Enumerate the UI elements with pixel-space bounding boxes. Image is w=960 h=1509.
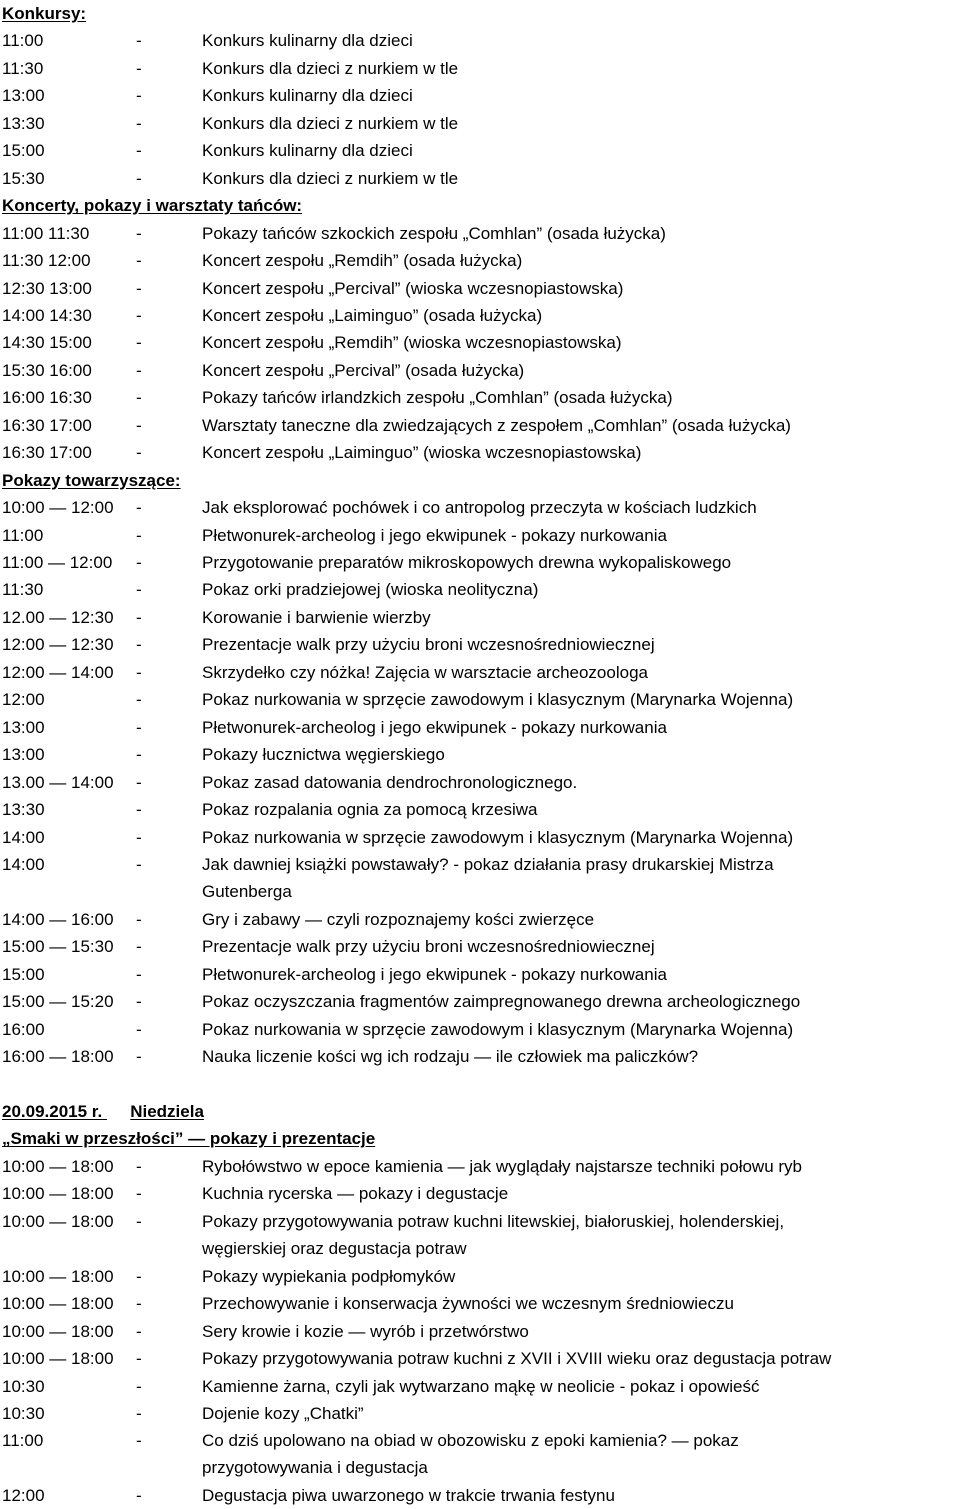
schedule-time: 13.00 — 14:00 (2, 772, 114, 792)
schedule-description: Konkurs dla dzieci z nurkiem w tle (202, 58, 459, 78)
schedule-description: Co dziś upolowano na obiad w obozowisku z epoki kamienia? — pokaz (202, 1431, 739, 1451)
schedule-dash: - (136, 800, 142, 820)
schedule-description-continued: przygotowywania i degustacja (202, 1458, 428, 1478)
schedule-row (0, 522, 960, 549)
schedule-row (0, 549, 960, 576)
schedule-dash: - (136, 553, 142, 572)
schedule-row (0, 137, 960, 164)
schedule-description: Koncert zespołu „Laiminguo” (wioska wczesnopiastowska) (202, 443, 642, 463)
schedule-dash: - (136, 305, 142, 325)
schedule-row (0, 1153, 960, 1180)
schedule-dash: - (136, 1294, 142, 1314)
schedule-time: 11:30 12:00 (2, 251, 91, 271)
schedule-description: Sery krowie i kozie — wyrób i przetwórstwo (202, 1321, 529, 1341)
schedule-row (0, 1400, 960, 1427)
schedule-time: 14:00 (2, 854, 45, 874)
schedule-row (0, 1043, 960, 1070)
schedule-description: Gry i zabawy — czyli rozpoznajemy kości zwierzęce (202, 909, 595, 929)
schedule-time: 15:30 (2, 168, 45, 188)
schedule-dash: - (136, 223, 142, 243)
schedule-row (0, 769, 960, 796)
schedule-dash: - (136, 1431, 142, 1451)
schedule-row (0, 329, 960, 356)
schedule-time: 15:00 (2, 141, 45, 161)
schedule-dash: - (136, 31, 142, 51)
schedule-dash: - (136, 498, 142, 518)
schedule-row (0, 1345, 960, 1372)
schedule-description: Pokaz zasad datowania dendrochronologicznego. (202, 772, 578, 792)
schedule-time: 13:30 (2, 113, 45, 133)
schedule-description: Pokazy tańców irlandzkich zespołu „Comhlan” (osada łużycka) (202, 388, 673, 408)
schedule-description-continued: węgierskiej oraz degustacja potraw (202, 1238, 467, 1258)
schedule-dash: - (136, 909, 142, 929)
schedule-time: 10:00 — 18:00 (2, 1349, 114, 1369)
schedule-time: 11:30 (2, 58, 44, 78)
schedule-description: Koncert zespołu „Percival” (osada łużycka) (202, 360, 525, 380)
schedule-description: Warsztaty taneczne dla zwiedzających z zespołem „Comhlan” (osada łużycka) (202, 415, 791, 435)
schedule-description: Rybołówstwo w epoce kamienia — jak wyglądały najstarsze techniki połowu ryb (202, 1156, 802, 1176)
schedule-dash: - (136, 607, 142, 627)
schedule-dash: - (136, 745, 142, 765)
schedule-dash: - (136, 827, 142, 847)
schedule-dash: - (136, 415, 142, 435)
schedule-row (0, 659, 960, 686)
section-heading: Konkursy: (2, 4, 87, 23)
schedule-row (0, 1482, 960, 1509)
schedule-description: Konkurs dla dzieci z nurkiem w tle (202, 168, 459, 188)
schedule-time: 15:00 (2, 964, 45, 984)
schedule-description: Dojenie kozy „Chatki” (202, 1403, 364, 1423)
schedule-description: Pokaz nurkowania w sprzęcie zawodowym i klasycznym (Marynarka Wojenna) (202, 827, 794, 847)
schedule-row (0, 604, 960, 631)
schedule-dash: - (136, 937, 142, 957)
schedule-row (0, 933, 960, 960)
section-heading: Pokazy towarzyszące: (2, 470, 181, 490)
schedule-row (0, 384, 960, 411)
schedule-dash: - (136, 1321, 142, 1341)
schedule-time: 10:00 — 18:00 (2, 1321, 114, 1341)
schedule-dash: - (136, 525, 142, 545)
schedule-row (0, 1016, 960, 1043)
schedule-time: 12.00 — 12:30 (2, 607, 114, 627)
schedule-row (0, 796, 960, 823)
schedule-row (0, 1427, 960, 1478)
schedule-dash: - (136, 58, 142, 78)
schedule-time: 13:00 (2, 86, 45, 106)
schedule-time: 16:00 (2, 1019, 45, 1039)
schedule-time: 12:00 (2, 1486, 45, 1506)
schedule-row (0, 302, 960, 329)
schedule-description: Pokazy przygotowywania potraw kuchni litewskiej, białoruskiej, holenderskiej, (202, 1211, 785, 1231)
schedule-description: Konkurs kulinarny dla dzieci (202, 31, 413, 51)
schedule-row (0, 165, 960, 192)
schedule-description: Prezentacje walk przy użyciu broni wczesnośredniowiecznej (202, 635, 655, 655)
schedule-row (0, 906, 960, 933)
day-date: 20.09.2015 r. (2, 1102, 103, 1121)
schedule-description: Konkurs kulinarny dla dzieci (202, 86, 413, 106)
schedule-row (0, 576, 960, 603)
schedule-dash: - (136, 1349, 142, 1369)
schedule-dash: - (136, 1156, 142, 1176)
schedule-time: 12:00 — 12:30 (2, 635, 114, 655)
section-heading: „Smaki w przeszłości” — pokazy i prezentacje (2, 1129, 376, 1149)
schedule-dash: - (136, 662, 142, 682)
schedule-time: 10:30 (2, 1376, 45, 1396)
schedule-description: Konkurs dla dzieci z nurkiem w tle (202, 113, 459, 133)
schedule-dash: - (136, 251, 142, 271)
schedule-description: Płetwonurek-archeolog i jego ekwipunek - pokazy nurkowania (202, 717, 667, 737)
schedule-time: 11:00 — 12:00 (2, 553, 113, 572)
schedule-time: 10:00 — 18:00 (2, 1211, 114, 1231)
schedule-dash: - (136, 580, 142, 600)
schedule-row (0, 110, 960, 137)
schedule-description: Kamienne żarna, czyli jak wytwarzano mąkę w neolicie - pokaz i opowieść (202, 1376, 760, 1396)
schedule-row (0, 412, 960, 439)
schedule-time: 14:30 15:00 (2, 333, 92, 353)
schedule-dash: - (136, 854, 142, 874)
schedule-description: Pokazy tańców szkockich zespołu „Comhlan” (osada łużycka) (202, 223, 666, 243)
schedule-dash: - (136, 1403, 142, 1423)
schedule-description: Pokaz nurkowania w sprzęcie zawodowym i klasycznym (Marynarka Wojenna) (202, 690, 794, 710)
schedule-row (0, 686, 960, 713)
schedule-dash: - (136, 388, 142, 408)
schedule-row (0, 714, 960, 741)
schedule-description: Pokaz nurkowania w sprzęcie zawodowym i klasycznym (Marynarka Wojenna) (202, 1019, 794, 1039)
schedule-description: Pokaz oczyszczania fragmentów zaimpregnowanego drewna archeologicznego (202, 992, 801, 1012)
schedule-time: 10:00 — 18:00 (2, 1294, 114, 1314)
schedule-dash: - (136, 992, 142, 1012)
schedule-description: Koncert zespołu „Percival” (wioska wczesnopiastowska) (202, 278, 624, 298)
schedule-row (0, 1373, 960, 1400)
schedule-time: 16:30 17:00 (2, 443, 92, 463)
schedule-time: 16:30 17:00 (2, 415, 92, 435)
schedule-dash: - (136, 168, 142, 188)
schedule-dash: - (136, 1376, 142, 1396)
schedule-description: Płetwonurek-archeolog i jego ekwipunek - pokazy nurkowania (202, 525, 667, 545)
schedule-row (0, 1180, 960, 1207)
schedule-time: 15:00 — 15:20 (2, 992, 114, 1012)
schedule-time: 14:00 14:30 (2, 305, 92, 325)
schedule-description: Korowanie i barwienie wierzby (202, 607, 431, 627)
schedule-time: 11:00 (2, 31, 44, 51)
schedule-dash: - (136, 1211, 142, 1231)
schedule-description-continued: Gutenberga (202, 881, 292, 901)
schedule-dash: - (136, 141, 142, 161)
schedule-description: Pokazy wypiekania podpłomyków (202, 1266, 456, 1286)
schedule-row (0, 27, 960, 54)
schedule-time: 11:00 11:30 (2, 223, 90, 243)
schedule-dash: - (136, 964, 142, 984)
schedule-time: 11:30 (2, 580, 44, 600)
schedule-dash: - (136, 360, 142, 380)
schedule-description: Płetwonurek-archeolog i jego ekwipunek - pokazy nurkowania (202, 964, 667, 984)
schedule-row (0, 1290, 960, 1317)
schedule-dash: - (136, 1019, 142, 1039)
day-name: Niedziela (130, 1102, 204, 1121)
schedule-row (0, 741, 960, 768)
schedule-time: 10:00 — 18:00 (2, 1184, 114, 1204)
section-heading: Koncerty, pokazy i warsztaty tańców: (2, 196, 303, 216)
schedule-time: 10:00 — 12:00 (2, 498, 114, 518)
schedule-description: Konkurs kulinarny dla dzieci (202, 141, 413, 161)
schedule-time: 11:00 (2, 1431, 44, 1451)
schedule-dash: - (136, 443, 142, 463)
schedule-row (0, 961, 960, 988)
schedule-dash: - (136, 278, 142, 298)
schedule-time: 10:30 (2, 1403, 45, 1423)
schedule-time: 15:00 — 15:30 (2, 937, 114, 957)
schedule-row (0, 220, 960, 247)
schedule-dash: - (136, 333, 142, 353)
schedule-row (0, 357, 960, 384)
schedule-description: Kuchnia rycerska — pokazy i degustacje (202, 1184, 509, 1204)
schedule-description: Skrzydełko czy nóżka! Zajęcia w warsztacie archeozoologa (202, 662, 648, 682)
schedule-description: Przechowywanie i konserwacja żywności we wczesnym średniowieczu (202, 1294, 734, 1314)
schedule-description: Degustacja piwa uwarzonego w trakcie trwania festynu (202, 1486, 615, 1506)
schedule-description: Jak dawniej książki powstawały? - pokaz działania prasy drukarskiej Mistrza (202, 854, 774, 874)
schedule-description: Pokazy przygotowywania potraw kuchni z XVII i XVIII wieku oraz degustacja potraw (202, 1349, 832, 1369)
schedule-time: 16:00 — 18:00 (2, 1047, 114, 1067)
schedule-description: Nauka liczenie kości wg ich rodzaju — ile człowiek ma paliczków? (202, 1047, 699, 1067)
schedule-row (0, 247, 960, 274)
schedule-dash: - (136, 86, 142, 106)
schedule-dash: - (136, 113, 142, 133)
schedule-description: Koncert zespołu „Laiminguo” (osada łużycka) (202, 305, 543, 325)
schedule-description: Prezentacje walk przy użyciu broni wczesnośredniowiecznej (202, 937, 655, 957)
schedule-description: Pokaz rozpalania ognia za pomocą krzesiwa (202, 800, 538, 820)
schedule-time: 12:00 (2, 690, 45, 710)
schedule-time: 14:00 — 16:00 (2, 909, 114, 929)
schedule-row (0, 988, 960, 1015)
schedule-time: 11:00 (2, 525, 44, 545)
schedule-description: Pokaz orki pradziejowej (wioska neolityczna) (202, 580, 539, 600)
schedule-dash: - (136, 1047, 142, 1067)
schedule-dash: - (136, 635, 142, 655)
schedule-dash: - (136, 772, 142, 792)
schedule-description: Pokazy łucznictwa węgierskiego (202, 745, 445, 765)
schedule-row (0, 851, 960, 901)
schedule-row (0, 494, 960, 521)
day-heading (2, 1098, 204, 1125)
schedule-row (0, 1208, 960, 1258)
schedule-row (0, 439, 960, 466)
schedule-time: 15:30 16:00 (2, 360, 92, 380)
schedule-time: 13:00 (2, 717, 45, 737)
schedule-dash: - (136, 690, 142, 710)
schedule-row (0, 275, 960, 302)
day-heading-gap (102, 1098, 130, 1125)
schedule-dash: - (136, 1486, 142, 1506)
schedule-row (0, 82, 960, 109)
schedule-time: 13:00 (2, 745, 45, 765)
schedule-row (0, 631, 960, 658)
schedule-description: Koncert zespołu „Remdih” (osada łużycka) (202, 251, 523, 271)
schedule-dash: - (136, 1184, 142, 1204)
schedule-description: Koncert zespołu „Remdih” (wioska wczesnopiastowska) (202, 333, 622, 353)
schedule-row (0, 55, 960, 82)
schedule-time: 13:30 (2, 800, 45, 820)
schedule-row (0, 1263, 960, 1290)
schedule-dash: - (136, 717, 142, 737)
schedule-time: 10:00 — 18:00 (2, 1266, 114, 1286)
schedule-row (0, 824, 960, 851)
schedule-dash: - (136, 1266, 142, 1286)
schedule-description: Jak eksplorować pochówek i co antropolog przeczyta w kościach ludzkich (202, 498, 757, 518)
schedule-description: Przygotowanie preparatów mikroskopowych drewna wykopaliskowego (202, 553, 732, 572)
schedule-time: 10:00 — 18:00 (2, 1156, 114, 1176)
schedule-time: 16:00 16:30 (2, 388, 92, 408)
schedule-time: 14:00 (2, 827, 45, 847)
schedule-time: 12:00 — 14:00 (2, 662, 114, 682)
schedule-time: 12:30 13:00 (2, 278, 92, 298)
schedule-row (0, 1318, 960, 1345)
